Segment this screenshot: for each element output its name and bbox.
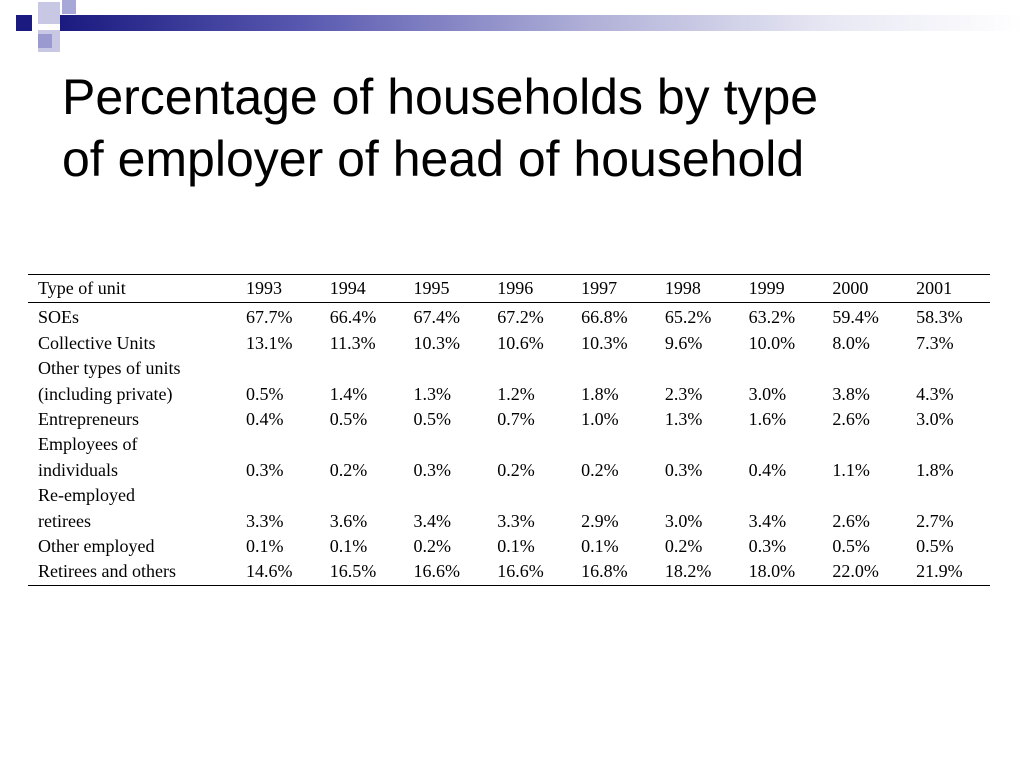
table-cell: 3.4% bbox=[413, 510, 452, 531]
table-cell: 1.1% bbox=[832, 459, 870, 480]
row-label bbox=[28, 303, 236, 331]
table-cell: 3.0% bbox=[748, 383, 787, 404]
table-cell: 1.4% bbox=[329, 383, 368, 404]
table-cell: 0.1% bbox=[581, 536, 619, 557]
table-cell: 0.2% bbox=[413, 536, 452, 557]
row-label-line: Entrepreneurs bbox=[38, 409, 139, 430]
table-cell: 59.4% bbox=[832, 307, 879, 328]
table-row bbox=[28, 303, 990, 331]
table-cell: 0.4% bbox=[246, 409, 284, 430]
row-label-line: Employees of bbox=[38, 434, 138, 455]
table-cell: 0.5% bbox=[329, 409, 368, 430]
row-label-line: SOEs bbox=[38, 307, 80, 328]
row-label-line: Other types of units bbox=[38, 358, 181, 379]
table-header-row bbox=[28, 275, 990, 303]
header-gradient-bar bbox=[60, 15, 1024, 31]
table-cell: 66.4% bbox=[329, 307, 377, 328]
row-label bbox=[28, 559, 236, 585]
table-cell: 67.2% bbox=[497, 307, 544, 328]
row-label-line: individuals bbox=[38, 459, 118, 480]
table-cell: 10.3% bbox=[581, 332, 628, 353]
column-header-year: 1997 bbox=[571, 275, 655, 303]
table-cell: 16.6% bbox=[497, 561, 544, 582]
table-cell: 65.2% bbox=[664, 307, 712, 328]
row-label-line: Re-employed bbox=[38, 485, 135, 506]
decor-square-mid bbox=[38, 34, 52, 48]
table-cell: 3.6% bbox=[329, 510, 368, 531]
row-label bbox=[28, 407, 236, 432]
table-cell: 11.3% bbox=[329, 332, 376, 353]
column-header-type-of-unit: Type of unit bbox=[28, 275, 236, 303]
table-cell: 0.2% bbox=[329, 459, 368, 480]
table-cell: 3.3% bbox=[497, 510, 535, 531]
row-label bbox=[28, 331, 236, 356]
table-cell: 0.1% bbox=[329, 536, 368, 557]
column-header-year: 1998 bbox=[655, 275, 739, 303]
column-header-year: 1995 bbox=[404, 275, 488, 303]
column-header-year: 2001 bbox=[906, 275, 990, 303]
row-label bbox=[28, 356, 236, 407]
row-label bbox=[28, 432, 236, 483]
table-row bbox=[28, 483, 990, 534]
table-cell: 1.3% bbox=[413, 383, 452, 404]
table-cell: 1.3% bbox=[664, 409, 703, 430]
table-cell: 4.3% bbox=[916, 383, 954, 404]
row-label-line: Collective Units bbox=[38, 332, 156, 353]
slide-title bbox=[62, 66, 982, 190]
row-label bbox=[28, 534, 236, 559]
table-cell: 0.2% bbox=[497, 459, 535, 480]
table-cell: 0.7% bbox=[497, 409, 535, 430]
table-cell: 1.6% bbox=[748, 409, 787, 430]
table-cell: 9.6% bbox=[664, 332, 703, 353]
table-cell: 0.5% bbox=[916, 536, 954, 557]
table-row bbox=[28, 559, 990, 585]
table-cell: 10.3% bbox=[413, 332, 461, 353]
table-cell: 2.7% bbox=[916, 510, 954, 531]
decor-square-mid bbox=[62, 0, 76, 14]
table-cell: 10.0% bbox=[748, 332, 796, 353]
column-header-year: 2000 bbox=[822, 275, 906, 303]
table-cell: 21.9% bbox=[916, 561, 963, 582]
table-cell: 1.8% bbox=[581, 383, 619, 404]
decor-square-dark bbox=[16, 15, 32, 31]
table-row bbox=[28, 534, 990, 559]
table-cell: 0.2% bbox=[664, 536, 703, 557]
slide-title-line: of employer of head of household bbox=[62, 131, 805, 187]
table-cell: 3.0% bbox=[916, 409, 954, 430]
table-row bbox=[28, 407, 990, 432]
table-cell: 0.4% bbox=[748, 459, 787, 480]
table-cell: 0.3% bbox=[664, 459, 703, 480]
table-cell: 0.3% bbox=[413, 459, 452, 480]
column-header-year: 1994 bbox=[320, 275, 404, 303]
table-cell: 0.3% bbox=[246, 459, 284, 480]
table-cell: 1.2% bbox=[497, 383, 535, 404]
table-cell: 18.0% bbox=[748, 561, 796, 582]
table-cell: 63.2% bbox=[748, 307, 796, 328]
table-cell: 14.6% bbox=[246, 561, 293, 582]
table-cell: 16.8% bbox=[581, 561, 628, 582]
table-cell: 16.6% bbox=[413, 561, 461, 582]
table-cell: 10.6% bbox=[497, 332, 544, 353]
table-cell: 22.0% bbox=[832, 561, 879, 582]
table-cell: 2.9% bbox=[581, 510, 619, 531]
slide-title-line: Percentage of households by type bbox=[62, 69, 819, 125]
row-label-line: retirees bbox=[38, 510, 91, 531]
table-cell: 3.0% bbox=[664, 510, 703, 531]
table-cell: 0.5% bbox=[413, 409, 452, 430]
table-cell: 3.8% bbox=[832, 383, 870, 404]
table-cell: 58.3% bbox=[916, 307, 963, 328]
table-cell: 8.0% bbox=[832, 332, 870, 353]
table-cell: 0.5% bbox=[246, 383, 284, 404]
table-cell: 1.0% bbox=[581, 409, 619, 430]
table-cell: 0.1% bbox=[246, 536, 284, 557]
row-label bbox=[28, 483, 236, 534]
row-label-line: (including private) bbox=[38, 383, 173, 404]
table-cell: 13.1% bbox=[246, 332, 293, 353]
table-cell: 1.8% bbox=[916, 459, 954, 480]
table-body bbox=[28, 303, 990, 585]
row-label-line: Other employed bbox=[38, 536, 155, 557]
table-cell: 2.6% bbox=[832, 510, 870, 531]
table-cell: 3.3% bbox=[246, 510, 284, 531]
table-row bbox=[28, 356, 990, 407]
column-header-year: 1993 bbox=[236, 275, 320, 303]
table-row bbox=[28, 331, 990, 356]
table-cell: 7.3% bbox=[916, 332, 954, 353]
decor-square-light bbox=[38, 2, 60, 24]
table-cell: 2.3% bbox=[664, 383, 703, 404]
table-cell: 0.3% bbox=[748, 536, 787, 557]
table-cell: 2.6% bbox=[832, 409, 870, 430]
row-label-line: Retirees and others bbox=[38, 561, 176, 582]
table-cell: 67.7% bbox=[246, 307, 293, 328]
column-header-year: 1996 bbox=[487, 275, 571, 303]
table-cell: 0.1% bbox=[497, 536, 535, 557]
column-header-year: 1999 bbox=[739, 275, 823, 303]
households-table bbox=[28, 274, 990, 586]
table-cell: 67.4% bbox=[413, 307, 461, 328]
table-cell: 0.2% bbox=[581, 459, 619, 480]
table-cell: 18.2% bbox=[664, 561, 712, 582]
table-row bbox=[28, 432, 990, 483]
table-cell: 16.5% bbox=[329, 561, 377, 582]
table-cell: 66.8% bbox=[581, 307, 628, 328]
table-cell: 0.5% bbox=[832, 536, 870, 557]
table-cell: 3.4% bbox=[748, 510, 787, 531]
